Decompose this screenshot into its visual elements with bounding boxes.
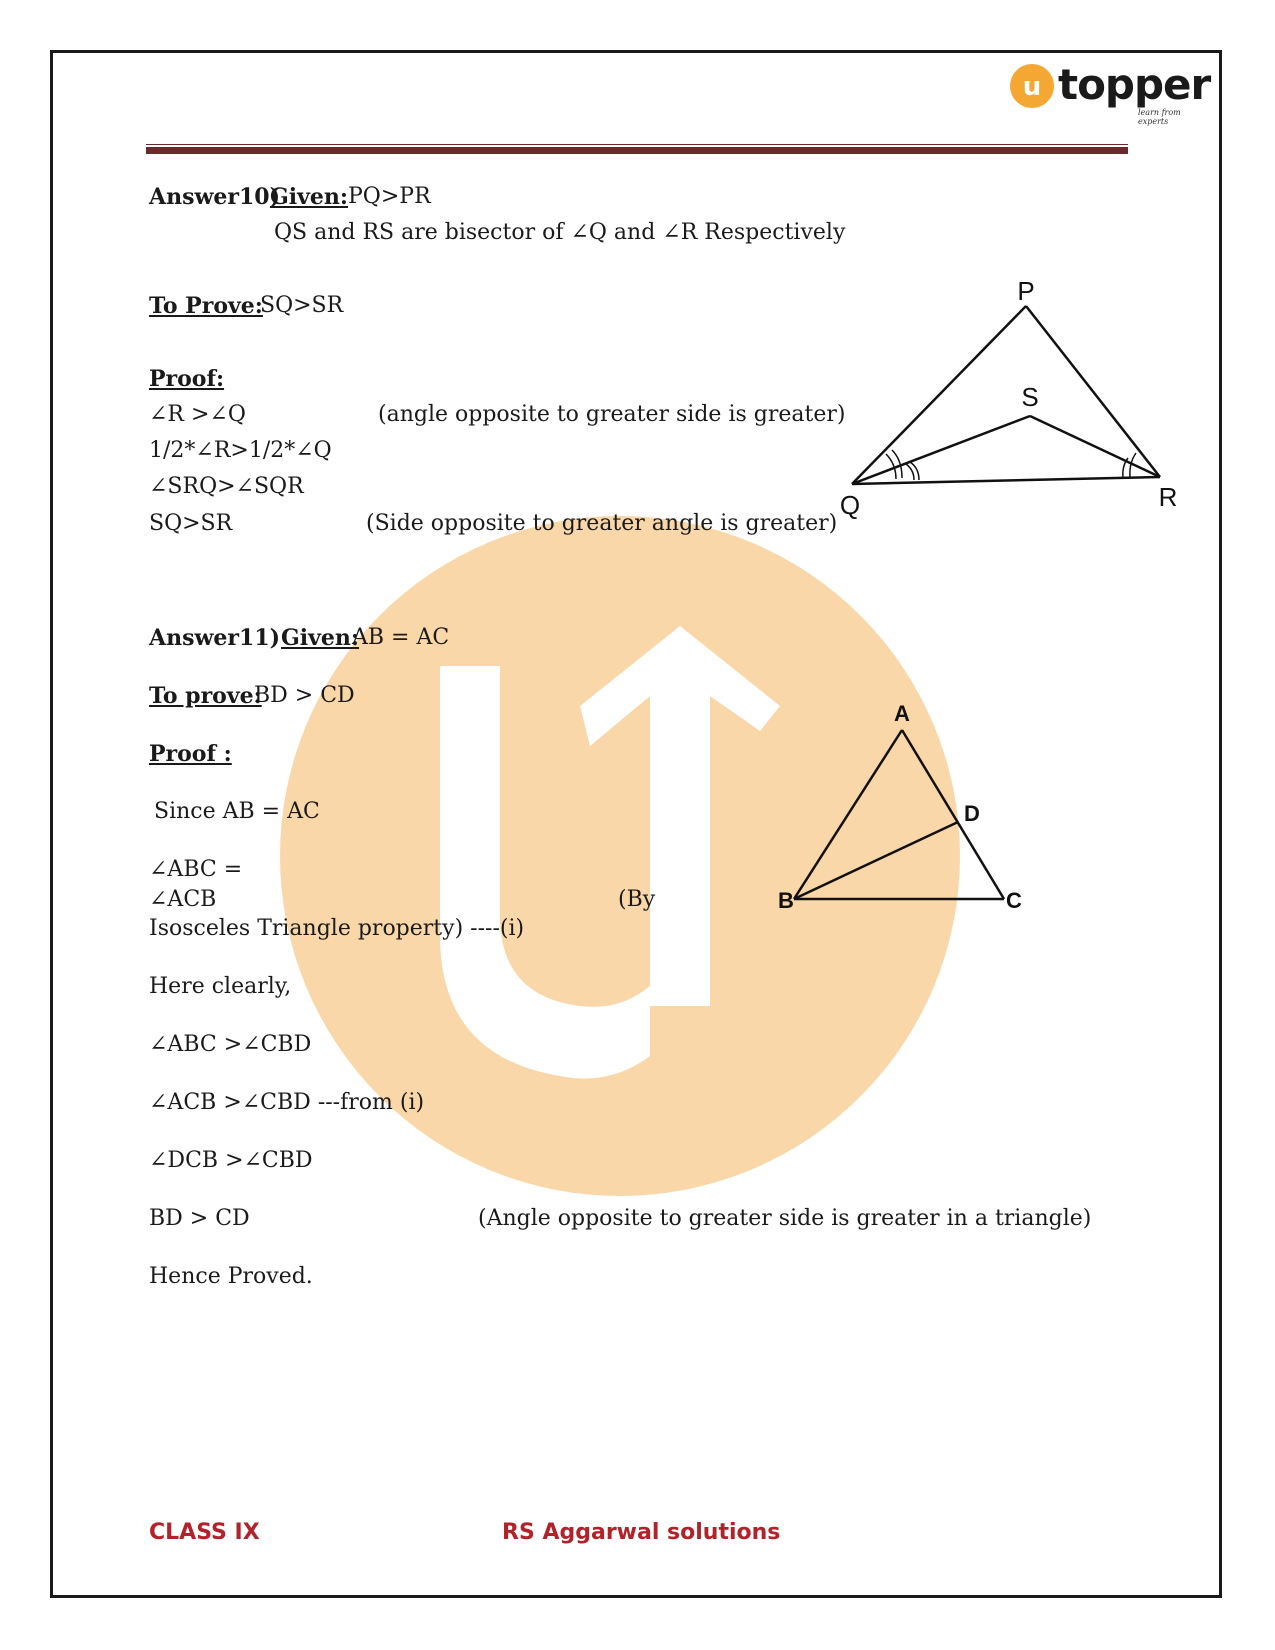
answer11-line-1: ∠ABC >∠CBD bbox=[149, 1032, 312, 1057]
answer11-line-4: BD > CD bbox=[149, 1206, 250, 1231]
label-p: P bbox=[1017, 276, 1035, 306]
answer11-isosceles: Isosceles Triangle property) ----(i) bbox=[149, 916, 525, 941]
label-q: Q bbox=[839, 490, 861, 520]
header-rule-thin bbox=[146, 144, 1128, 145]
answer11-proof-label: Proof : bbox=[149, 741, 232, 767]
answer10-proof-stmt-1: ∠R >∠Q bbox=[149, 402, 246, 427]
answer10-to-prove-label: To Prove: bbox=[149, 293, 263, 319]
answer11-line-3: ∠DCB >∠CBD bbox=[149, 1148, 313, 1173]
answer11-line-2: ∠ACB >∠CBD ---from (i) bbox=[149, 1090, 425, 1115]
answer11-hence: Hence Proved. bbox=[149, 1264, 313, 1289]
answer11-given-label: Given: bbox=[281, 625, 360, 651]
label-c: C bbox=[1006, 888, 1022, 913]
answer11-line-abc: ∠ABC = bbox=[149, 857, 243, 882]
header-rule bbox=[146, 147, 1128, 154]
answer10-given-1: PQ>PR bbox=[348, 184, 431, 209]
footer-class: CLASS IX bbox=[149, 1520, 260, 1545]
answer11-by: (By bbox=[618, 887, 656, 912]
answer10-proof-stmt-3: ∠SRQ>∠SQR bbox=[149, 474, 304, 499]
label-r: R bbox=[1158, 482, 1178, 512]
label-d: D bbox=[964, 801, 980, 826]
footer-title: RS Aggarwal solutions bbox=[502, 1520, 781, 1545]
answer11-to-prove-label: To prove: bbox=[149, 683, 262, 709]
answer10-proof-stmt-2: 1/2*∠R>1/2*∠Q bbox=[149, 438, 332, 463]
svg-text:u: u bbox=[1022, 72, 1042, 102]
logo-wordmark: topper bbox=[1058, 60, 1211, 109]
topper-logo bbox=[1008, 60, 1211, 126]
answer11-heading: Answer11) bbox=[149, 625, 281, 651]
answer10-to-prove: SQ>SR bbox=[260, 293, 344, 318]
answer11-since: Since AB = AC bbox=[154, 799, 320, 824]
answer11-line-acb: ∠ACB bbox=[149, 887, 217, 912]
answer10-proof-stmt-4: SQ>SR bbox=[149, 511, 233, 536]
answer11-given: AB = AC bbox=[352, 625, 450, 650]
answer10-heading: Answer10) bbox=[149, 184, 281, 210]
topper-logo-icon bbox=[1008, 62, 1056, 110]
triangle-pqr-figure bbox=[830, 270, 1190, 520]
answer10-proof-reason-1: (angle opposite to greater side is greater) bbox=[378, 402, 846, 427]
label-b: B bbox=[778, 888, 794, 913]
triangle-abc-figure bbox=[770, 695, 1040, 915]
answer10-proof-reason-4: (Side opposite to greater angle is greater) bbox=[366, 511, 838, 536]
label-a: A bbox=[894, 701, 910, 726]
answer11-to-prove: BD > CD bbox=[254, 683, 355, 708]
answer10-given-label: Given: bbox=[270, 184, 349, 210]
answer11-here: Here clearly, bbox=[149, 974, 292, 999]
answer10-given-2: QS and RS are bisector of ∠Q and ∠R Respectively bbox=[274, 220, 846, 245]
answer11-line-4-reason: (Angle opposite to greater side is greater in a triangle) bbox=[478, 1206, 1092, 1231]
label-s: S bbox=[1021, 382, 1039, 412]
logo-tagline: learn from experts bbox=[1138, 108, 1181, 126]
answer10-proof-label: Proof: bbox=[149, 366, 225, 392]
